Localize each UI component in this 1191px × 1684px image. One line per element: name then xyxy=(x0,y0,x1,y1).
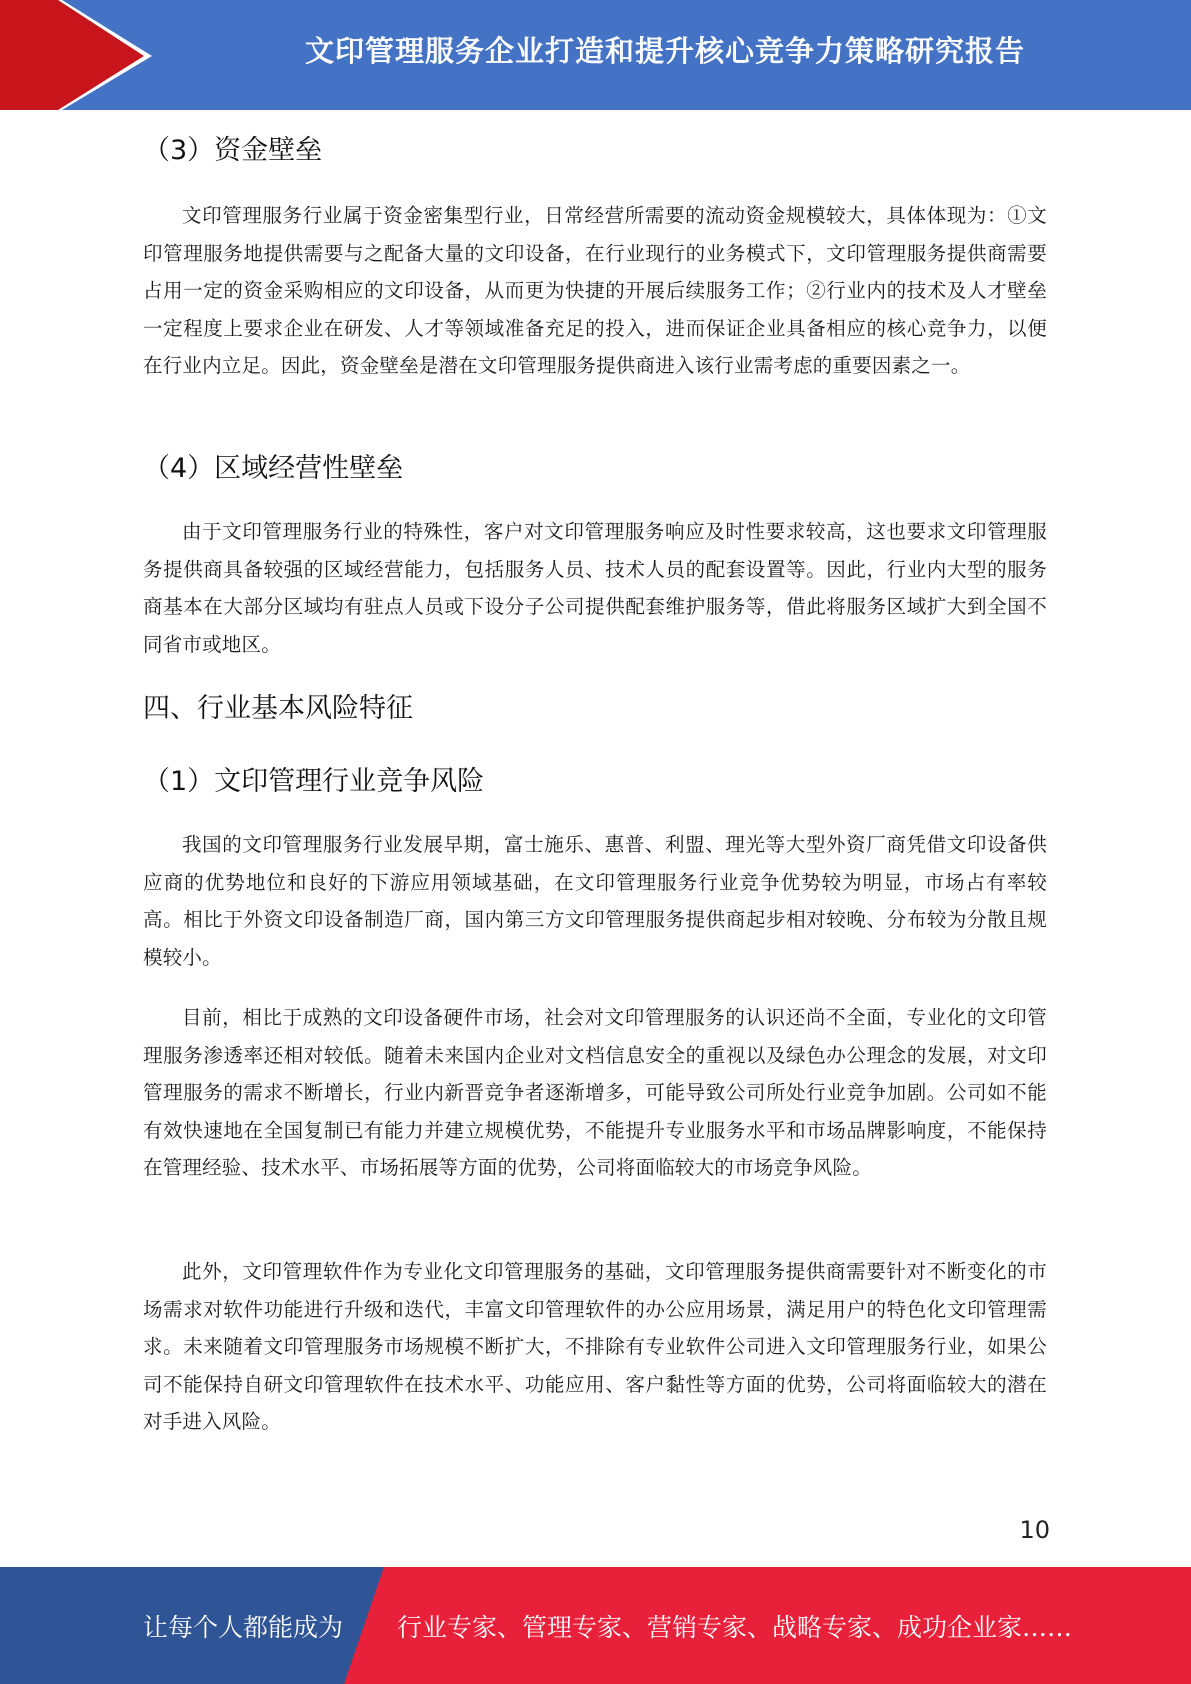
header-title: 文印管理服务企业打造和提升核心竞争力策略研究报告 xyxy=(304,33,1025,68)
paragraph-competition-risk-2: 目前，相比于成熟的文印设备硬件市场，社会对文印管理服务的认识还尚不全面，专业化的文印管理服务渗透率还相对较低。随着未来国内企业对文档信息安全的重视以及绿色办公理念的发展，对文印管理服务的需求不断增长，行业内新晋竞争者逐渐增多，可能导致公司所处行业竞争加剧。公司如不能有效快速地在全国复制已有能力并建立规模优势，不能提升专业服务水平和市场品牌影响度，不能保持在管理经验、技术水平、市场拓展等方面的优势，公司将面临较大的市场竞争风险。 xyxy=(143,1006,1047,1180)
footer-slogan-left: 让每个人都能成为 xyxy=(143,1612,344,1642)
paragraph-competition-risk-1: 我国的文印管理服务行业发展早期，富士施乐、惠普、利盟、理光等大型外资厂商凭借文印设备供应商的优势地位和良好的下游应用领域基础，在文印管理服务行业竞争优势较为明显，市场占有率较高。相比于外资文印设备制造厂商，国内第三方文印管理服务提供商起步相对较晚、分布较为分散且规模较小。 xyxy=(143,833,1047,969)
page-footer xyxy=(0,1567,1191,1684)
page-header xyxy=(0,0,1191,110)
section-heading-competition-risk: （1）文印管理行业竞争风险 xyxy=(143,766,485,797)
chapter-heading-risk-features: 四、行业基本风险特征 xyxy=(143,693,413,724)
section-heading-capital-barrier: （3）资金壁垒 xyxy=(143,135,323,166)
section-heading-regional-barrier: （4）区域经营性壁垒 xyxy=(143,453,404,484)
paragraph-competition-risk-3: 此外，文印管理软件作为专业化文印管理服务的基础，文印管理服务提供商需要针对不断变化的市场需求对软件功能进行升级和迭代，丰富文印管理软件的办公应用场景，满足用户的特色化文印管理需求。未来随着文印管理服务市场规模不断扩大，不排除有专业软件公司进入文印管理服务行业，如果公司不能保持自研文印管理软件在技术水平、功能应用、客户黏性等方面的优势，公司将面临较大的潜在对手进入风险。 xyxy=(143,1260,1047,1434)
footer-slogan-right: 行业专家、管理专家、营销专家、战略专家、成功企业家…… xyxy=(397,1612,1073,1642)
page-number: 10 xyxy=(1019,1516,1050,1544)
paragraph-capital-barrier: 文印管理服务行业属于资金密集型行业，日常经营所需要的流动资金规模较大，具体体现为：①文印管理服务地提供需要与之配备大量的文印设备，在行业现行的业务模式下，文印管理服务提供商需要占用一定的资金采购相应的文印设备，从而更为快捷的开展后续服务工作；②行业内的技术及人才壁垒一定程度上要求企业在研发、人才等领域准备充足的投入，进而保证企业具备相应的核心竞争力，以便在行业内立足。因此，资金壁垒是潜在文印管理服务提供商进入该行业需考虑的重要因素之一。 xyxy=(143,204,1047,378)
paragraph-regional-barrier: 由于文印管理服务行业的特殊性，客户对文印管理服务响应及时性要求较高，这也要求文印管理服务提供商具备较强的区域经营能力，包括服务人员、技术人员的配套设置等。因此，行业内大型的服务商基本在大部分区域均有驻点人员或下设分子公司提供配套维护服务等，借此将服务区域扩大到全国不同省市或地区。 xyxy=(143,520,1047,656)
